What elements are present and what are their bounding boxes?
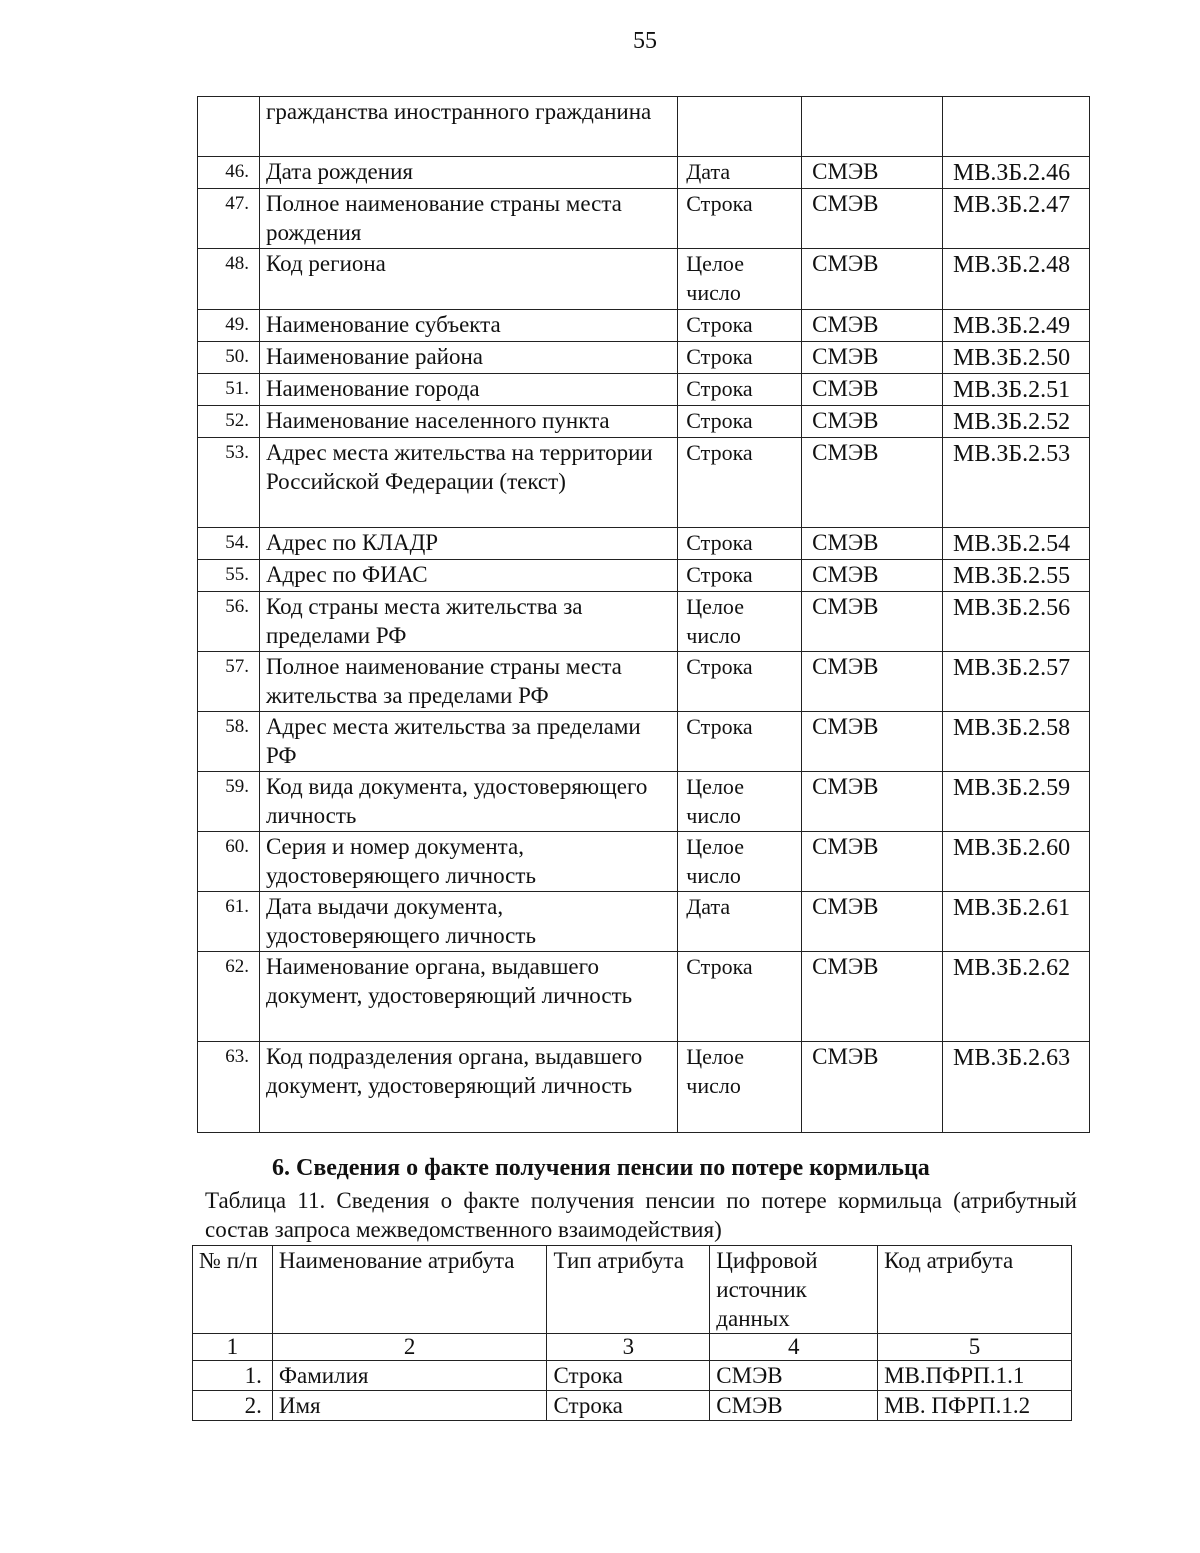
table-caption: Таблица 11. Сведения о факте получения пенсии по потере кормильца (атрибутный состав запроса межведомственного взаимодействия): [205, 1188, 1077, 1242]
table-row: [198, 1042, 1090, 1133]
attribute-name: Код вида документа, удостоверяющего личность: [259, 772, 677, 832]
table-row: [198, 97, 1090, 157]
attribute-code: МВ.ЗБ.2.59: [943, 772, 1090, 832]
row-number: 51.: [198, 374, 260, 406]
attribute-type: Строка: [678, 374, 802, 406]
row-number: 63.: [198, 1042, 260, 1133]
row-number: 57.: [198, 652, 260, 712]
attribute-type: Строка: [678, 406, 802, 438]
attribute-name: Наименование города: [259, 374, 677, 406]
attribute-name: Наименование района: [259, 342, 677, 374]
table-row: [198, 772, 1090, 832]
table-row: [198, 832, 1090, 892]
attribute-code: МВ.ПФРП.1.1: [878, 1361, 1072, 1391]
attribute-type: Строка: [547, 1361, 710, 1391]
attribute-name: Полное наименование страны места рождения: [259, 189, 677, 249]
attribute-code: МВ.ЗБ.2.55: [943, 560, 1090, 592]
row-number: 62.: [198, 952, 260, 1042]
attribute-code: МВ.ЗБ.2.49: [943, 310, 1090, 342]
data-source: СМЭВ: [802, 189, 943, 249]
column-index: 5: [878, 1334, 1072, 1361]
table-row: [198, 342, 1090, 374]
attribute-type: Целое число: [678, 592, 802, 652]
row-number: 52.: [198, 406, 260, 438]
data-source: СМЭВ: [802, 374, 943, 406]
table-row: [198, 952, 1090, 1042]
table-row: [198, 652, 1090, 712]
row-number: 1.: [193, 1361, 273, 1391]
row-number: 56.: [198, 592, 260, 652]
column-index: 1: [193, 1334, 273, 1361]
attribute-name: Полное наименование страны места жительства за пределами РФ: [259, 652, 677, 712]
table-row: [198, 189, 1090, 249]
data-source: СМЭВ: [802, 528, 943, 560]
attribute-type: Строка: [678, 652, 802, 712]
table-11: [192, 1245, 1072, 1421]
attribute-type: Дата: [678, 157, 802, 189]
row-number: 60.: [198, 832, 260, 892]
row-number: 46.: [198, 157, 260, 189]
attribute-type: Строка: [678, 712, 802, 772]
attribute-name: Дата выдачи документа, удостоверяющего личность: [259, 892, 677, 952]
attribute-code: МВ.ЗБ.2.52: [943, 406, 1090, 438]
attribute-code: МВ.ЗБ.2.57: [943, 652, 1090, 712]
attribute-name: Код страны места жительства за пределами РФ: [259, 592, 677, 652]
attribute-name: Адрес по ФИАС: [259, 560, 677, 592]
header-type: Тип атрибута: [547, 1246, 710, 1334]
row-number: 49.: [198, 310, 260, 342]
table-row: [198, 892, 1090, 952]
attribute-code: МВ.ЗБ.2.60: [943, 832, 1090, 892]
page-number: 55: [633, 28, 657, 54]
attribute-name: Наименование органа, выдавшего документ, удостоверяющий личность: [259, 952, 677, 1042]
data-source: СМЭВ: [802, 1042, 943, 1133]
attribute-type: Строка: [678, 438, 802, 528]
table-row: [198, 157, 1090, 189]
attribute-name: Наименование субъекта: [259, 310, 677, 342]
row-number: 54.: [198, 528, 260, 560]
header-code: Код атрибута: [878, 1246, 1072, 1334]
attribute-name: Код подразделения органа, выдавшего документ, удостоверяющий личность: [259, 1042, 677, 1133]
attribute-type: Строка: [678, 952, 802, 1042]
attribute-name: Код региона: [259, 249, 677, 310]
column-index: 4: [710, 1334, 878, 1361]
attribute-name: Дата рождения: [259, 157, 677, 189]
attribute-type: [678, 97, 802, 157]
attribute-code: МВ.ЗБ.2.48: [943, 249, 1090, 310]
attribute-code: МВ.ЗБ.2.54: [943, 528, 1090, 560]
attribute-type: Строка: [547, 1391, 710, 1421]
attribute-name: гражданства иностранного гражданина: [259, 97, 677, 157]
data-source: СМЭВ: [802, 157, 943, 189]
attributes-table-continued: [197, 96, 1090, 1133]
table-header-row: [193, 1246, 1072, 1334]
data-source: СМЭВ: [802, 592, 943, 652]
row-number: 55.: [198, 560, 260, 592]
attribute-name: Адрес места жительства за пределами РФ: [259, 712, 677, 772]
attribute-type: Строка: [678, 528, 802, 560]
attribute-code: МВ.ЗБ.2.62: [943, 952, 1090, 1042]
attribute-type: Целое число: [678, 832, 802, 892]
data-source: СМЭВ: [802, 652, 943, 712]
table-row: [198, 560, 1090, 592]
attribute-type: Целое число: [678, 249, 802, 310]
table-row: [198, 310, 1090, 342]
row-number: 48.: [198, 249, 260, 310]
attribute-code: МВ.ЗБ.2.47: [943, 189, 1090, 249]
row-number: 50.: [198, 342, 260, 374]
attribute-code: МВ.ЗБ.2.56: [943, 592, 1090, 652]
row-number: 53.: [198, 438, 260, 528]
attribute-type: Целое число: [678, 1042, 802, 1133]
attribute-type: Строка: [678, 310, 802, 342]
attribute-type: Строка: [678, 560, 802, 592]
attribute-name: Фамилия: [272, 1361, 547, 1391]
attribute-code: [943, 97, 1090, 157]
attribute-code: МВ.ЗБ.2.61: [943, 892, 1090, 952]
table-row: [198, 438, 1090, 528]
attribute-name: Наименование населенного пункта: [259, 406, 677, 438]
data-source: СМЭВ: [802, 249, 943, 310]
attribute-code: МВ.ЗБ.2.58: [943, 712, 1090, 772]
attribute-code: МВ.ЗБ.2.53: [943, 438, 1090, 528]
attribute-name: Адрес места жительства на территории Российской Федерации (текст): [259, 438, 677, 528]
table-row: [198, 249, 1090, 310]
data-source: СМЭВ: [802, 560, 943, 592]
attribute-type: Строка: [678, 189, 802, 249]
data-source: СМЭВ: [802, 952, 943, 1042]
table-row: [198, 528, 1090, 560]
row-number: 59.: [198, 772, 260, 832]
column-index: 3: [547, 1334, 710, 1361]
attribute-type: Целое число: [678, 772, 802, 832]
data-source: СМЭВ: [802, 772, 943, 832]
data-source: СМЭВ: [802, 438, 943, 528]
table-row: [198, 712, 1090, 772]
attribute-type: Дата: [678, 892, 802, 952]
header-source: Цифровой источник данных: [710, 1246, 878, 1334]
column-index: 2: [272, 1334, 547, 1361]
row-number: 2.: [193, 1391, 273, 1421]
table-row: [193, 1391, 1072, 1421]
row-number: 47.: [198, 189, 260, 249]
attribute-name: Адрес по КЛАДР: [259, 528, 677, 560]
attribute-code: МВ.ЗБ.2.63: [943, 1042, 1090, 1133]
header-name: Наименование атрибута: [272, 1246, 547, 1334]
row-number: 61.: [198, 892, 260, 952]
row-number: [198, 97, 260, 157]
attribute-code: МВ.ЗБ.2.50: [943, 342, 1090, 374]
data-source: СМЭВ: [802, 712, 943, 772]
data-source: СМЭВ: [802, 310, 943, 342]
section-heading: 6. Сведения о факте получения пенсии по потере кормильца: [272, 1155, 930, 1181]
attribute-code: МВ.ЗБ.2.51: [943, 374, 1090, 406]
data-source: [802, 97, 943, 157]
table-row: [198, 374, 1090, 406]
data-source: СМЭВ: [802, 406, 943, 438]
attribute-name: Имя: [272, 1391, 547, 1421]
table-row: [198, 406, 1090, 438]
data-source: СМЭВ: [802, 832, 943, 892]
data-source: СМЭВ: [802, 892, 943, 952]
attribute-code: МВ. ПФРП.1.2: [878, 1391, 1072, 1421]
data-source: СМЭВ: [710, 1361, 878, 1391]
data-source: СМЭВ: [802, 342, 943, 374]
row-number: 58.: [198, 712, 260, 772]
table-row: [198, 592, 1090, 652]
header-num: № п/п: [193, 1246, 273, 1334]
attribute-code: МВ.ЗБ.2.46: [943, 157, 1090, 189]
table-row: [193, 1361, 1072, 1391]
attribute-type: Строка: [678, 342, 802, 374]
attribute-name: Серия и номер документа, удостоверяющего личность: [259, 832, 677, 892]
data-source: СМЭВ: [710, 1391, 878, 1421]
column-index-row: [193, 1334, 1072, 1361]
